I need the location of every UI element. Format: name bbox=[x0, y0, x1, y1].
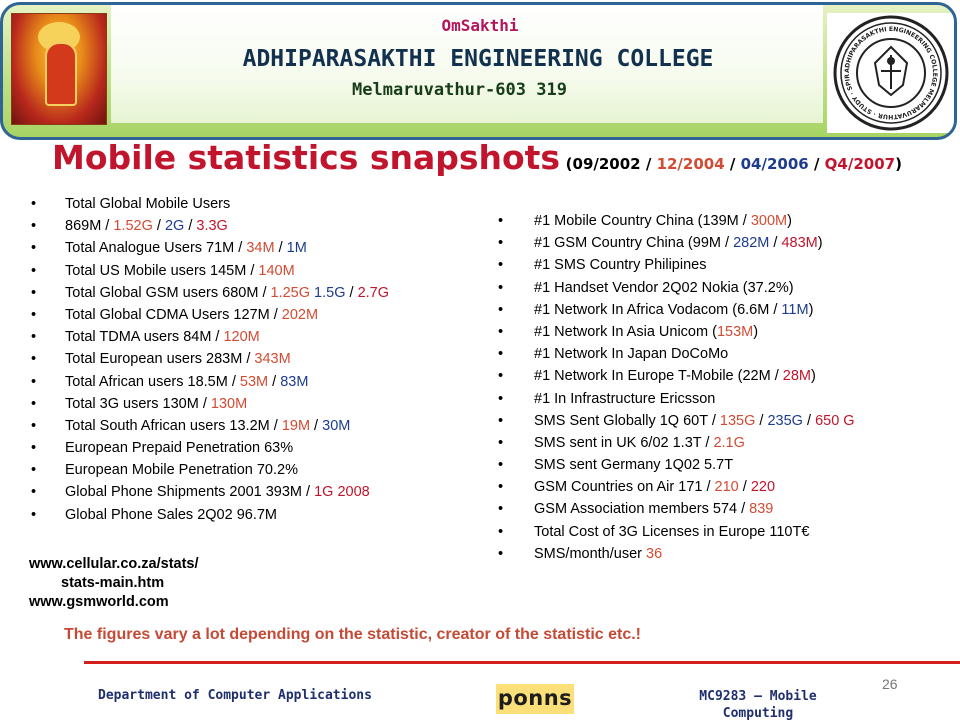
list-item-segment: #1 Network In Japan DoCoMo bbox=[534, 346, 729, 363]
list-item bbox=[20, 459, 389, 481]
list-item-segment: ) bbox=[810, 368, 816, 385]
list-item-segment: Total European users 283M / bbox=[65, 351, 255, 368]
college-name: ADHIPARASAKTHI ENGINEERING COLLEGE bbox=[242, 46, 714, 72]
list-item-segment: / bbox=[755, 412, 768, 429]
list-item bbox=[487, 476, 855, 498]
list-item-segment: SMS Sent Globally 1Q 60T / bbox=[534, 412, 720, 429]
title-sep-2: / bbox=[724, 155, 741, 173]
list-item bbox=[487, 410, 855, 432]
list-item-segment: 282M bbox=[733, 235, 770, 252]
list-item bbox=[487, 321, 855, 343]
list-item-segment: 153M bbox=[716, 323, 754, 340]
college-location: Melmaruvathur-603 319 bbox=[352, 80, 567, 100]
list-item-segment: Total Global CDMA Users 127M / bbox=[65, 306, 282, 323]
list-item-segment: Total African users 18.5M / bbox=[65, 373, 240, 390]
list-item-segment: 869M / bbox=[65, 218, 114, 235]
list-item-segment: 1M bbox=[286, 240, 307, 257]
list-item-segment: 343M bbox=[254, 351, 291, 368]
list-item-segment: SMS sent Germany 1Q02 5.7T bbox=[534, 457, 734, 474]
footer-divider bbox=[84, 661, 960, 664]
slide-number: 26 bbox=[882, 676, 898, 692]
list-item-segment: / bbox=[274, 240, 287, 257]
list-item-segment: ) bbox=[753, 323, 759, 340]
footer-brand: ponns bbox=[496, 684, 574, 714]
list-item-segment: ) bbox=[787, 213, 792, 229]
list-item-segment: 83M bbox=[280, 373, 309, 390]
list-item-segment: 839 bbox=[749, 501, 774, 518]
list-item-segment: 30M bbox=[322, 417, 351, 434]
list-item bbox=[20, 348, 389, 370]
list-item-segment: 650 G bbox=[815, 412, 855, 429]
source-link-cellular: www.cellular.co.za/stats/ bbox=[29, 556, 199, 572]
title-paren-open: ( bbox=[565, 155, 573, 173]
list-item-segment: 1.52G bbox=[113, 218, 153, 235]
list-item-segment: 483M bbox=[781, 235, 818, 252]
list-item-segment: Total Global Mobile Users bbox=[65, 196, 231, 212]
list-item-segment: 53M bbox=[239, 373, 269, 390]
list-item-segment: GSM Countries on Air 171 / bbox=[534, 479, 715, 496]
list-item bbox=[487, 388, 855, 410]
list-item-segment: Total TDMA users 84M / bbox=[65, 329, 224, 346]
list-item-segment: ) bbox=[817, 235, 823, 252]
list-item bbox=[20, 282, 389, 304]
list-item-segment: / bbox=[769, 235, 782, 252]
list-item bbox=[20, 371, 389, 393]
title-date-3: 04/2006 bbox=[740, 155, 809, 173]
list-item-segment: #1 Mobile Country China (139M / bbox=[534, 213, 751, 229]
list-item-segment: 140M bbox=[258, 262, 295, 279]
title-date-1: 09/2002 bbox=[572, 155, 641, 173]
list-item-segment: 300M bbox=[750, 213, 788, 229]
list-item-segment: European Prepaid Penetration 63% bbox=[65, 440, 294, 457]
list-item-segment: #1 Network In Europe T-Mobile (22M / bbox=[534, 368, 783, 385]
list-item-segment: Total Analogue Users 71M / bbox=[65, 240, 247, 257]
list-item-segment: Global Phone Sales 2Q02 96.7M bbox=[65, 506, 277, 523]
list-item bbox=[20, 237, 389, 259]
list-item-segment: 1.5G bbox=[314, 284, 346, 301]
list-item-segment: #1 In Infrastructure Ericsson bbox=[534, 390, 716, 407]
list-item-segment: Total 3G users 130M / bbox=[65, 395, 211, 412]
list-item bbox=[487, 343, 855, 365]
list-item bbox=[487, 454, 855, 476]
right-statistics-list bbox=[487, 210, 855, 565]
title-sep-3: / bbox=[808, 155, 825, 173]
list-item-segment: 3.3G bbox=[196, 218, 228, 235]
list-item-segment: 210 bbox=[714, 479, 739, 496]
list-item bbox=[487, 277, 855, 299]
list-item bbox=[20, 393, 389, 415]
list-item-segment: #1 Network In Africa Vodacom (6.6M / bbox=[534, 301, 782, 318]
list-item-segment: Total South African users 13.2M / bbox=[65, 417, 282, 434]
list-item-segment: 202M bbox=[281, 306, 319, 323]
title-date-4: Q4/2007 bbox=[824, 155, 896, 173]
slide-title bbox=[52, 138, 902, 177]
list-item-segment: #1 Handset Vendor 2Q02 Nokia (37.2%) bbox=[534, 279, 794, 296]
list-item-segment: European Mobile Penetration 70.2% bbox=[65, 462, 298, 479]
list-item bbox=[487, 521, 855, 543]
list-item-segment: SMS sent in UK 6/02 1.3T / bbox=[534, 434, 714, 451]
deity-figure bbox=[45, 42, 77, 106]
list-item-segment: 135G bbox=[719, 412, 756, 429]
list-item-segment: / bbox=[738, 479, 751, 496]
list-item-segment: / bbox=[310, 417, 323, 434]
list-item-segment: 28M bbox=[782, 368, 811, 385]
footer-department: Department of Computer Applications bbox=[98, 688, 372, 703]
list-item-segment: 19M bbox=[281, 417, 311, 434]
list-item bbox=[20, 215, 389, 237]
list-item-segment: Total US Mobile users 145M / bbox=[65, 262, 259, 279]
list-item bbox=[487, 365, 855, 387]
list-item-segment: 235G bbox=[767, 412, 803, 429]
left-statistics-list bbox=[20, 193, 389, 526]
source-links bbox=[29, 555, 199, 612]
title-date-2: 12/2004 bbox=[656, 155, 725, 173]
slide-title-main: Mobile statistics snapshots bbox=[52, 138, 561, 177]
list-item-segment: 1G 2008 bbox=[314, 484, 370, 501]
list-item-segment: / bbox=[345, 284, 358, 301]
title-paren-close: ) bbox=[895, 155, 902, 173]
list-item-segment: 2.1G bbox=[713, 434, 745, 451]
list-item bbox=[20, 415, 389, 437]
list-item-segment: / bbox=[184, 218, 197, 235]
list-item bbox=[20, 504, 389, 526]
list-item-segment: / bbox=[152, 218, 165, 235]
list-item-segment: Total Global GSM users 680M / bbox=[65, 284, 271, 301]
list-item bbox=[487, 498, 855, 520]
list-item-segment: ) bbox=[808, 301, 814, 318]
list-item bbox=[487, 210, 855, 232]
list-item-segment: Total Cost of 3G Licenses in Europe 110T€ bbox=[534, 523, 810, 540]
list-item bbox=[20, 260, 389, 282]
list-item-segment: 11M bbox=[781, 301, 809, 318]
list-item bbox=[20, 304, 389, 326]
title-sep-1: / bbox=[640, 155, 657, 173]
slide-title-dates bbox=[566, 155, 902, 173]
list-item-segment: SMS/month/user bbox=[534, 545, 647, 562]
list-item-segment: / bbox=[268, 373, 281, 390]
list-item-segment: 220 bbox=[750, 479, 776, 496]
list-item-segment: 34M bbox=[246, 240, 275, 257]
list-item bbox=[20, 193, 389, 215]
list-item-segment: / bbox=[802, 412, 816, 429]
list-item bbox=[20, 437, 389, 459]
list-item bbox=[487, 432, 855, 454]
list-item bbox=[487, 299, 855, 321]
list-item-segment: Global Phone Shipments 2001 393M / bbox=[65, 484, 315, 501]
list-item-segment: #1 SMS Country Philipines bbox=[534, 257, 707, 274]
list-item-segment: 2G bbox=[164, 218, 185, 235]
list-item bbox=[487, 543, 855, 565]
list-item-segment: 1.25G bbox=[270, 284, 310, 301]
list-item-segment: 120M bbox=[223, 329, 260, 346]
source-link-gsmworld: www.gsmworld.com bbox=[29, 594, 169, 610]
list-item-segment: #1 GSM Country China (99M / bbox=[534, 235, 734, 252]
list-item bbox=[20, 326, 389, 348]
footer-course: MC9283 – Mobile Computing bbox=[699, 689, 817, 721]
seal-text: ADHIPARASAKTHI ENGINEERING COLLEGE MELMARUVATHUR · STUDY · SPIR bbox=[843, 25, 939, 121]
list-item-segment: 2.7G bbox=[357, 284, 389, 301]
source-link-cellular-path: stats-main.htm bbox=[61, 575, 165, 591]
disclaimer-note: The figures vary a lot depending on the statistic, creator of the statistic etc.! bbox=[64, 626, 642, 643]
list-item-segment: GSM Association members 574 / bbox=[534, 501, 750, 518]
list-item bbox=[487, 232, 855, 254]
list-item-segment: #1 Network In Asia Unicom ( bbox=[534, 323, 717, 340]
list-item-segment: 36 bbox=[646, 545, 663, 562]
list-item-segment: 130M bbox=[210, 395, 248, 412]
list-item bbox=[487, 254, 855, 276]
list-item bbox=[20, 481, 389, 503]
om-heading: OmSakthi bbox=[441, 16, 519, 35]
